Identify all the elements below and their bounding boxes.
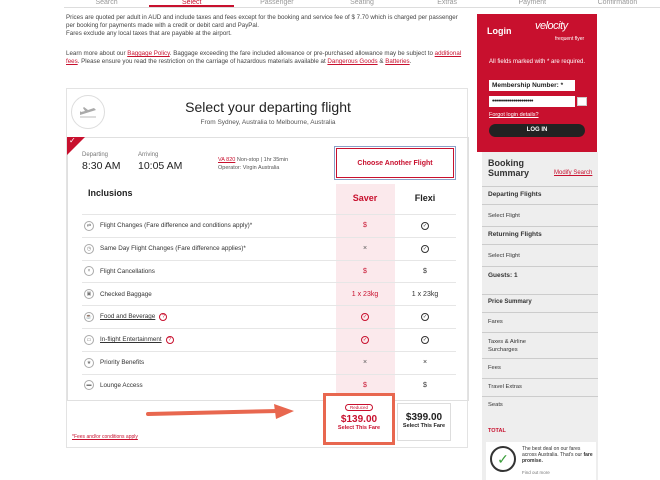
arriving-label: Arriving (138, 152, 159, 158)
step-seating[interactable]: Seating (350, 0, 374, 6)
booking-summary-title: Booking Summary (488, 158, 530, 178)
login-title: Login (487, 26, 512, 36)
step-select[interactable]: Select (149, 0, 234, 7)
velocity-logo: velocity (535, 20, 568, 32)
keyboard-icon[interactable] (577, 97, 587, 106)
flight-card (66, 88, 468, 448)
inclusion-row-food (82, 305, 456, 328)
inclusion-row-cancellations: × Flight Cancellations $ $ (82, 260, 456, 283)
choose-another-flight-button[interactable]: Choose Another Flight (336, 148, 454, 178)
departing-time: 8:30 AM (82, 160, 121, 172)
fare-promise-check-icon: ✓ (490, 446, 516, 472)
arrow-annotation (146, 402, 296, 422)
flight-number-link[interactable]: VA 820 (218, 157, 236, 163)
flexi-column-header: Flexi (414, 193, 436, 203)
star-icon: ★ (84, 358, 94, 368)
forgot-login-link[interactable]: Forgot login details? (489, 112, 539, 118)
flexi-fare-button[interactable] (397, 403, 451, 441)
entertainment-icon: ▭ (84, 335, 94, 345)
departing-flights-header: Departing Flights (482, 186, 598, 204)
returning-flights-header: Returning Flights (482, 226, 598, 244)
inclusion-row-entertainment (82, 328, 456, 351)
flexi-price: $399.00 (405, 412, 443, 423)
flexi-value: ✓ (422, 245, 428, 252)
inclusion-row-flight-changes: ⇄ Flight Changes (Fare difference and conditions apply)* $ ✓ (82, 214, 456, 237)
flexi-value: ✓ (422, 222, 428, 229)
booking-summary (482, 152, 598, 480)
membership-number-input[interactable]: Membership Number: * (489, 80, 575, 91)
additional-fees-link[interactable]: additional fees (66, 50, 462, 65)
inclusions-title: Inclusions (88, 188, 133, 198)
saver-value: ✓ (362, 314, 368, 321)
pricing-note: Prices are quoted per adult in AUD and include taxes and fees except for the booking and service fee of $ 7.70 which is charged per passenger per booking for payments made with a credit or debit card and PayPal. (66, 14, 458, 29)
flexi-select-label: Select This Fare (402, 423, 446, 429)
clock-icon: ◷ (84, 244, 94, 254)
inclusion-row-priority: ★ Priority Benefits × × (82, 351, 456, 374)
page-title: Select your departing flight (185, 99, 351, 115)
saver-price: $139.00 (340, 414, 378, 425)
saver-value: × (362, 245, 368, 253)
route-subtitle: From Sydney, Australia to Melbourne, Australia (200, 119, 336, 126)
flight-option (67, 137, 469, 401)
price-seats: Seats (482, 396, 598, 414)
dangerous-goods-link[interactable]: Dangerous Goods (327, 58, 378, 65)
price-taxes: Taxes & Airline Surcharges (482, 332, 598, 358)
inclusion-row-baggage: ▣ Checked Baggage 1 x 23kg 1 x 23kg (82, 282, 456, 305)
flexi-value: $ (423, 381, 427, 389)
flight-detail: VA 820 Non-stop | 1hr 35min Operator: Virgin Australia (218, 157, 289, 171)
step-payment[interactable]: Payment (518, 0, 547, 6)
help-icon[interactable]: ? (166, 336, 174, 344)
batteries-link[interactable]: Batteries (385, 58, 410, 65)
saver-fare-button[interactable] (323, 393, 395, 445)
fare-info (66, 14, 468, 66)
fees-conditions-link[interactable]: *Fees and/or conditions apply (72, 434, 138, 440)
help-icon[interactable]: ? (159, 313, 167, 321)
food-beverage-link[interactable]: Food and Beverage (100, 313, 156, 321)
saver-value: $ (363, 381, 367, 389)
cancel-icon: × (84, 266, 94, 276)
reduced-badge: Reduced (345, 404, 373, 411)
saver-value: × (362, 359, 368, 367)
flexi-value: $ (423, 267, 427, 275)
flight-changes-icon: ⇄ (84, 221, 94, 231)
local-tax-note: Fares exclude any local taxes that are payable at the airport. (66, 30, 232, 37)
price-summary-header: Price Summary (482, 294, 598, 310)
baggage-icon: ▣ (84, 289, 94, 299)
step-confirmation[interactable]: Confirmation (597, 0, 638, 6)
departing-label: Departing (82, 152, 109, 158)
saver-column-header: Saver (352, 193, 378, 203)
price-fares: Fares (482, 312, 598, 332)
operator-text: Operator: Virgin Australia (218, 165, 280, 171)
velocity-logo-sub: frequent flyer (555, 36, 585, 42)
saver-value: 1 x 23kg (351, 290, 379, 298)
inclusion-row-lounge: ▬ Lounge Access $ $ (82, 374, 456, 397)
inclusion-row-same-day: ◷ Same Day Flight Changes (Fare difference applies)* × ✓ (82, 237, 456, 260)
step-search[interactable]: Search (95, 0, 118, 6)
arriving-time: 10:05 AM (138, 160, 183, 172)
lounge-icon: ▬ (84, 380, 94, 390)
food-icon: ☕ (85, 314, 93, 321)
fare-promise-text: The best deal on our fares across Australia. That's our fare promise. (522, 446, 593, 464)
total-label: TOTAL (488, 428, 506, 434)
baggage-note: Learn more about our Baggage Policy. Baggage exceeding the fare included allowance or pre-purchased allowance may be subject to additional fees. Please ensure you read the restriction on the carriage of hazardous materials available at Dangerous Goods & Batteries. (66, 50, 462, 65)
price-travel-extras: Travel Extras (482, 378, 598, 396)
login-button[interactable]: LOG IN (489, 124, 585, 137)
step-passenger[interactable]: Passenger (260, 0, 294, 6)
progress-nav (64, 0, 660, 8)
login-panel (477, 14, 597, 152)
entertainment-link[interactable]: In-flight Entertainment (100, 335, 162, 343)
fare-promise-box (486, 442, 596, 480)
saver-select-label: Select This Fare (337, 425, 381, 431)
flexi-value: 1 x 23kg (411, 290, 439, 298)
check-icon: ✓ (69, 136, 76, 145)
step-extras[interactable]: Extras (437, 0, 458, 6)
guests-count: Guests: 1 (482, 266, 598, 286)
password-input[interactable]: ••••••••••••••••••••• (489, 96, 575, 107)
inclusions-table (82, 214, 456, 396)
saver-value: ✓ (362, 336, 368, 343)
find-out-more-link[interactable]: Find out more (522, 470, 550, 475)
flexi-value: × (422, 359, 428, 367)
saver-value: $ (363, 222, 367, 230)
returning-select-flight[interactable]: Select Flight (482, 244, 598, 266)
modify-search-link[interactable]: Modify Search (554, 170, 593, 176)
flexi-value: ✓ (422, 336, 428, 343)
price-fees: Fees (482, 358, 598, 378)
departing-select-flight[interactable]: Select Flight (482, 204, 598, 226)
flexi-value: ✓ (422, 314, 428, 321)
saver-value: $ (363, 267, 367, 275)
required-note: All fields marked with * are required. (489, 59, 586, 65)
baggage-policy-link[interactable]: Baggage Policy (127, 50, 170, 57)
